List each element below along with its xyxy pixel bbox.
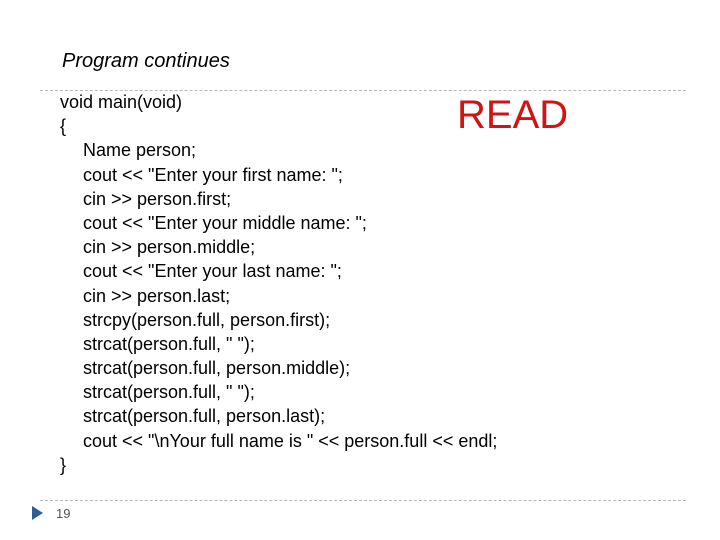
code-line: cout << "Enter your last name: "; <box>83 261 342 282</box>
code-line: Name person; <box>83 140 197 161</box>
code-line: cout << "\nYour full name is " << person.full << endl; <box>83 430 498 451</box>
page-number: 19 <box>56 506 71 521</box>
code-line: strcat(person.full, person.last); <box>83 406 326 427</box>
code-line: strcat(person.full, " "); <box>83 333 255 354</box>
code-line: cin >> person.first; <box>83 188 232 209</box>
bottom-divider <box>40 500 686 501</box>
code-line-header: void main(void) <box>60 92 183 112</box>
code-line: cin >> person.last; <box>83 285 231 306</box>
code-line: cout << "Enter your middle name: "; <box>83 212 367 233</box>
slide-title: Program continues <box>62 50 230 72</box>
read-label: READ <box>457 93 569 137</box>
code-line: strcat(person.full, person.middle); <box>83 358 351 379</box>
code-line-close-brace: } <box>60 454 67 475</box>
code-line: cin >> person.middle; <box>83 237 256 258</box>
code-line: cout << "Enter your first name: "; <box>83 164 343 185</box>
code-line: strcpy(person.full, person.first); <box>83 309 331 330</box>
code-line: strcat(person.full, " "); <box>83 382 255 403</box>
code-line-open-brace: { <box>60 116 67 137</box>
triangle-bullet-icon <box>32 506 43 520</box>
code-block <box>60 90 497 477</box>
